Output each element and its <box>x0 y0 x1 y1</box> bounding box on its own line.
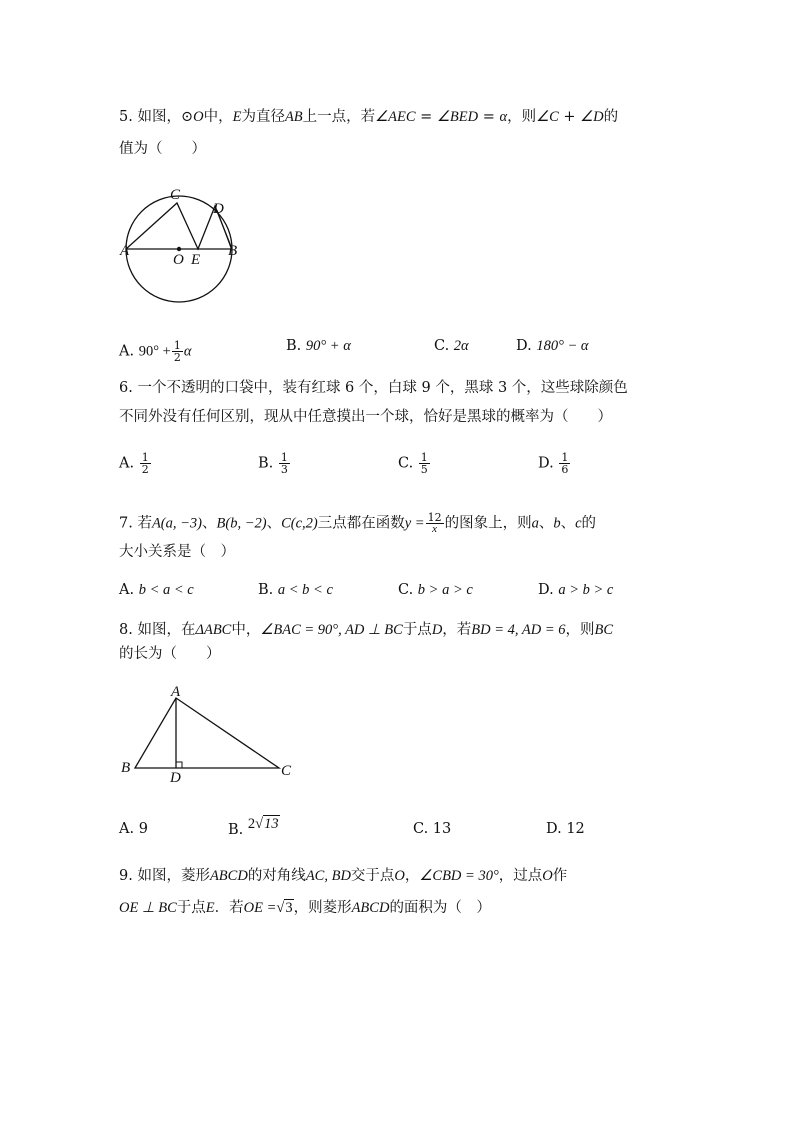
label-B: B <box>121 760 131 776</box>
label-C: C <box>170 187 181 203</box>
q6-stem-line1: 6. 一个不透明的口袋中，装有红球 6 个，白球 9 个，黑球 3 个，这些球除颜色 <box>119 380 628 396</box>
q5-option-c[interactable]: C. 2α <box>434 338 469 354</box>
q5-option-a[interactable]: A. 90° + $\frac{1}{2}$ α <box>119 339 192 364</box>
q8-option-d[interactable]: D. 12 <box>546 821 585 837</box>
q6-option-b[interactable]: B. $\frac{1}{3}$ <box>258 451 288 476</box>
label-B: B <box>228 243 238 259</box>
q8-stem-line2: 的长为（ ） <box>119 646 221 662</box>
q5-stem-line1: 5. 如图，⊙O中，E为直径AB上一点，若∠AEC = ∠BED = α，则∠C + ∠D的 <box>119 109 619 125</box>
label-E: E <box>191 252 201 268</box>
label-A: A <box>171 684 181 700</box>
q5-option-b[interactable]: B. 90° + α <box>286 338 351 354</box>
q9-stem-line2: OE ⊥ BC于点E．若OE =√3，则菱形ABCD的面积为（ ） <box>119 900 491 916</box>
q7-option-b[interactable]: B. a < b < c <box>258 582 333 598</box>
q8-option-a[interactable]: A. 9 <box>119 821 148 837</box>
q7-option-a[interactable]: A. b < a < c <box>119 582 194 598</box>
circle-symbol: ⊙ <box>180 109 194 125</box>
q8-triangle-figure <box>115 683 305 786</box>
label-C: C <box>281 763 292 779</box>
q8-stem-line1: 8. 如图，在ΔABC中，∠BAC = 90°, AD ⊥ BC于点D，若BD = 4, AD = 6，则BC <box>119 622 614 638</box>
q6-stem-line2: 不同外没有任何区别，现从中任意摸出一个球，恰好是黑球的概率为（ ） <box>119 409 612 425</box>
q6-option-c[interactable]: C. $\frac{1}{5}$ <box>398 451 428 476</box>
label-O: O <box>173 252 184 268</box>
q7-option-c[interactable]: C. b > a > c <box>398 582 473 598</box>
q8-option-c[interactable]: C. 13 <box>413 821 452 837</box>
q7-stem-line2: 大小关系是（ ） <box>119 544 235 560</box>
q5-stem-line2: 值为（ ） <box>119 141 206 157</box>
q7-option-d[interactable]: D. a > b > c <box>538 582 614 598</box>
q6-option-d[interactable]: D. $\frac{1}{6}$ <box>538 451 569 476</box>
q7-stem-line1: 7. 若A(a, −3)、B(b, −2)、C(c,2)三点都在函数y = $\frac{12}{x}$ 的图象上，则a、b、c的 <box>119 511 597 535</box>
label-D: D <box>213 201 224 217</box>
q8-option-b[interactable]: B. 2√13 <box>228 816 279 838</box>
q5-circle-figure <box>115 180 255 310</box>
q5-option-d[interactable]: D. 180° − α <box>516 338 589 354</box>
label-D: D <box>170 770 181 786</box>
label-A: A <box>120 243 130 259</box>
q6-option-a[interactable]: A. $\frac{1}{2}$ <box>119 451 149 476</box>
q9-stem-line1: 9. 如图，菱形ABCD的对角线AC, BD交于点O，∠CBD = 30°，过点O作 <box>119 868 568 884</box>
